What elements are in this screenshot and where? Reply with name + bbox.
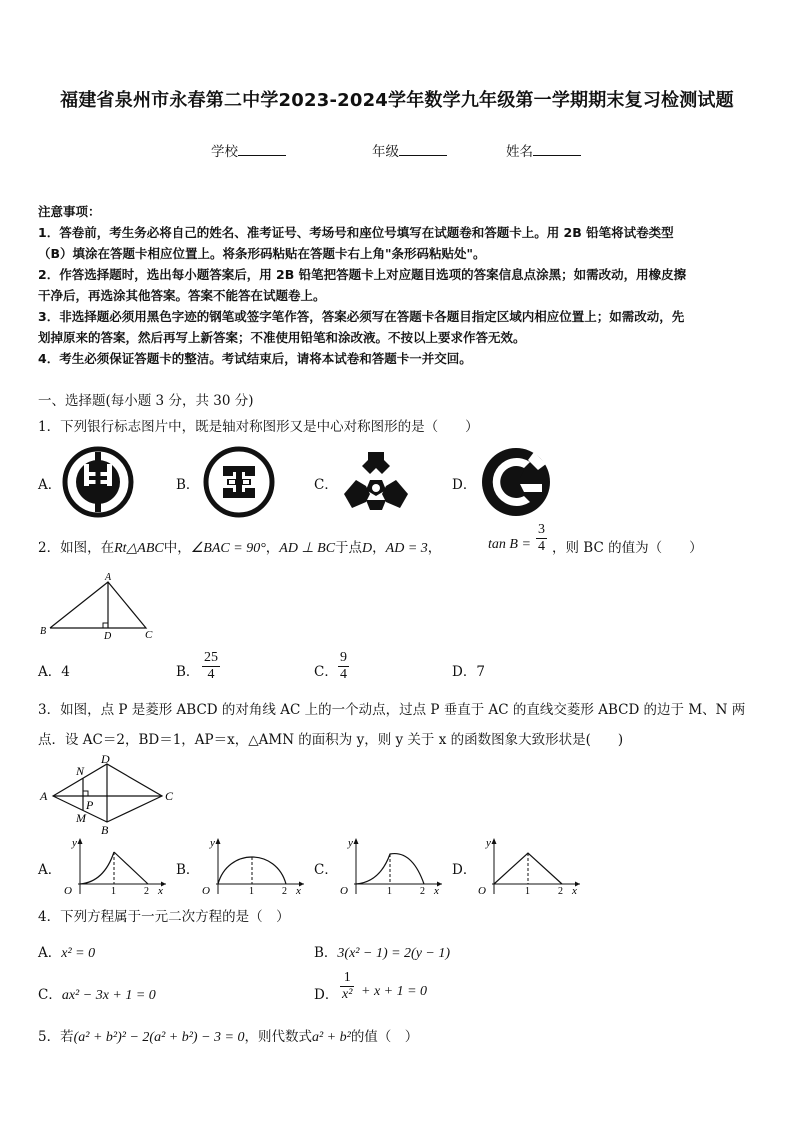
notice-item-2a: 2．作答选择题时，选出每小题答案后，用 2B 铅笔把答题卡上对应题目选项的答案信息点涂黑；如需改动，用橡皮擦 (38, 267, 687, 282)
q3-graph-b (198, 836, 308, 896)
q4-option-b[interactable] (314, 941, 450, 962)
grade-blank[interactable] (399, 143, 447, 156)
q2-perp: AD ⊥ BC (279, 541, 336, 556)
bank-logo-b-icon (203, 446, 275, 518)
notice-heading: 注意事项： (38, 204, 101, 219)
q2-rt-triangle: Rt△ABC (114, 541, 164, 556)
q4-option-d[interactable] (314, 983, 338, 1003)
q2-option-c-fraction (338, 650, 349, 683)
q5-expression: a² + b² (311, 1030, 351, 1045)
q3-option-b[interactable]: B． (176, 862, 200, 878)
q3-fig-label-p: P (86, 798, 94, 812)
q2-option-a[interactable]: A．4 (38, 664, 70, 680)
q3b-x-label: x (296, 885, 301, 897)
question-5-text (38, 1025, 418, 1046)
q3-fig-label-n: N (76, 764, 85, 778)
grade-field[interactable] (372, 140, 447, 160)
q2-option-b-fraction (202, 650, 220, 683)
q4-option-d-num: 1 (340, 970, 354, 987)
q3-graph-d (474, 836, 584, 896)
q3d-y-label: y (486, 837, 491, 849)
q5-prefix: 5．若 (38, 1029, 74, 1045)
q2-prefix: 2．如图，在 (38, 540, 115, 556)
q2-option-c-den: 4 (340, 667, 347, 682)
name-field[interactable] (506, 140, 581, 160)
q2-sep2: ， (372, 540, 386, 556)
page-title: 福建省泉州市永春第二中学2023-2024学年数学九年级第一学期期末复习检测试题 (60, 90, 734, 111)
q3a-tick-1: 1 (111, 886, 116, 897)
q3b-origin: O (202, 885, 210, 897)
q4-option-b-label: B． (314, 945, 338, 961)
q2-suffix: ，则 BC 的值为（ ） (552, 540, 703, 556)
q1-option-d[interactable]: D． (452, 477, 477, 493)
q3c-y-label: y (348, 837, 353, 849)
q3-option-c[interactable]: C． (314, 862, 338, 878)
q2-tan-den: 4 (538, 539, 545, 554)
question-1-text: 1．下列银行标志图片中，既是轴对称图形又是中心对称图形的是（ ） (38, 419, 479, 435)
q2-ad: AD = 3 (385, 541, 428, 556)
q3-graph-a (60, 836, 170, 896)
q5-equation: (a² + b²)² − 2(a² + b²) − 3 = 0 (73, 1030, 245, 1045)
q3b-y-label: y (210, 837, 215, 849)
q2-fig-label-b: B (40, 626, 47, 637)
name-blank[interactable] (533, 143, 581, 156)
q1-option-c[interactable]: C． (314, 477, 338, 493)
q4-option-d-label: D． (314, 987, 339, 1003)
q4-option-a-label: A． (38, 945, 62, 961)
question-3-line2: 点．设 AC＝2，BD＝1，AP＝x，△AMN 的面积为 y，则 y 关于 x 的函数图象大致形状是( ) (38, 732, 624, 748)
school-label: 学校 (211, 144, 238, 160)
q4-option-a-math: x² = 0 (61, 946, 96, 961)
q3c-tick-1: 1 (387, 886, 392, 897)
q2-mid1: 中， (163, 540, 191, 556)
q2-tan-num: 3 (538, 522, 545, 537)
q3a-tick-2: 2 (144, 886, 149, 897)
q2-angle: ∠BAC = 90° (190, 541, 266, 556)
q3-fig-label-a: A (40, 789, 48, 803)
q4-option-c-math: ax² − 3x + 1 = 0 (61, 988, 156, 1003)
q4-option-d-rest-math: + x + 1 = 0 (361, 984, 428, 999)
q2-triangle-figure (38, 572, 168, 642)
q3d-x-label: x (572, 885, 577, 897)
q2-mid2: 于点 (335, 540, 363, 556)
notice-item-3a: 3．非选择题必须用黑色字迹的钢笔或签字笔作答，答案必须写在答题卡各题目指定区域内相应位置上；如需改动，先 (38, 309, 685, 324)
q2-option-b-den: 4 (207, 667, 215, 682)
q3-fig-label-d: D (101, 752, 110, 766)
q4-option-b-math: 3(x² − 1) = 2(y − 1) (337, 946, 451, 961)
q2-option-c-num: 9 (340, 650, 347, 665)
notice-item-3b: 划掉原来的答案，然后再写上新答案；不准使用铅笔和涂改液。不按以上要求作答无效。 (38, 330, 526, 345)
q3a-x-label: x (158, 885, 163, 897)
notice-item-4: 4．考生必须保证答题卡的整洁。考试结束后，请将本试卷和答题卡一并交回。 (38, 351, 472, 366)
q2-sep1: ， (265, 540, 280, 556)
q3-rhombus-figure (38, 752, 188, 836)
q3-fig-label-m: M (76, 811, 86, 825)
q3a-y-label: y (72, 837, 77, 849)
question-4-text: 4．下列方程属于一元二次方程的是（ ） (38, 909, 290, 925)
q5-mid: ，则代数式 (244, 1029, 312, 1045)
question-2-text (38, 536, 441, 557)
q1-option-a[interactable]: A． (38, 477, 62, 493)
question-3-line1: 3．如图，点 P 是菱形 ABCD 的对角线 AC 上的一个动点，过点 P 垂直于 AC 的直线交菱形 ABCD 的边于 M、N 两 (38, 702, 746, 718)
q2-fig-label-d: D (104, 631, 112, 642)
q4-option-c[interactable] (38, 983, 156, 1004)
q3c-x-label: x (434, 885, 439, 897)
q3d-origin: O (478, 885, 486, 897)
q3c-tick-2: 2 (420, 886, 425, 897)
q3-fig-label-c: C (165, 789, 174, 803)
q2-option-c-label: C． (314, 664, 338, 680)
q4-option-c-label: C． (38, 987, 62, 1003)
q1-option-b[interactable]: B． (176, 477, 200, 493)
bank-logo-d-icon (480, 446, 552, 518)
bank-logo-a-icon (62, 446, 134, 518)
name-label: 姓名 (506, 144, 533, 160)
q4-option-d-rest (361, 983, 427, 1000)
q2-option-b[interactable] (176, 660, 199, 680)
school-field[interactable] (211, 140, 286, 160)
school-blank[interactable] (238, 143, 286, 156)
q4-option-a[interactable] (38, 941, 95, 962)
notice-item-1a: 1．答卷前，考生务必将自己的姓名、准考证号、考场号和座位号填写在试题卷和答题卡上。用 2B 铅笔将试卷类型 (38, 225, 674, 240)
grade-label: 年级 (372, 144, 399, 160)
q2-option-c[interactable] (314, 660, 338, 680)
q2-sep3: ， (427, 540, 442, 556)
q2-tan (488, 536, 531, 553)
q3b-tick-1: 1 (249, 886, 254, 897)
bank-logo-c-icon (340, 446, 412, 518)
q2-tan-fraction (536, 522, 547, 555)
q3d-tick-2: 2 (558, 886, 563, 897)
q3-option-d[interactable]: D． (452, 862, 477, 878)
q3d-tick-1: 1 (525, 886, 530, 897)
section-heading: 一、选择题(每小题 3 分，共 30 分) (38, 393, 254, 409)
q2-option-b-label: B． (176, 664, 200, 680)
q3-fig-label-b: B (101, 823, 109, 837)
q3b-tick-2: 2 (282, 886, 287, 897)
q2-option-d[interactable]: D．7 (452, 664, 485, 680)
notice-item-1b: （B）填涂在答题卡相应位置上。将条形码粘贴在答题卡右上角"条形码粘贴处"。 (38, 246, 486, 261)
q3-graph-c (336, 836, 446, 896)
q5-suffix: 的值（ ） (350, 1029, 419, 1045)
q2-fig-label-a: A (105, 572, 112, 583)
q2-tan-label: tan B = (488, 537, 531, 552)
q3c-origin: O (340, 885, 348, 897)
q3a-origin: O (64, 885, 72, 897)
notice-item-2b: 干净后，再选涂其他答案。答案不能答在试题卷上。 (38, 288, 326, 303)
q4-option-d-den: x² (342, 987, 353, 1002)
q2-point-d: D (362, 541, 373, 556)
q3-option-a[interactable]: A． (38, 862, 62, 878)
q2-option-b-num: 25 (204, 650, 218, 665)
q2-fig-label-c: C (145, 629, 153, 641)
q4-option-d-fraction (340, 970, 354, 1003)
